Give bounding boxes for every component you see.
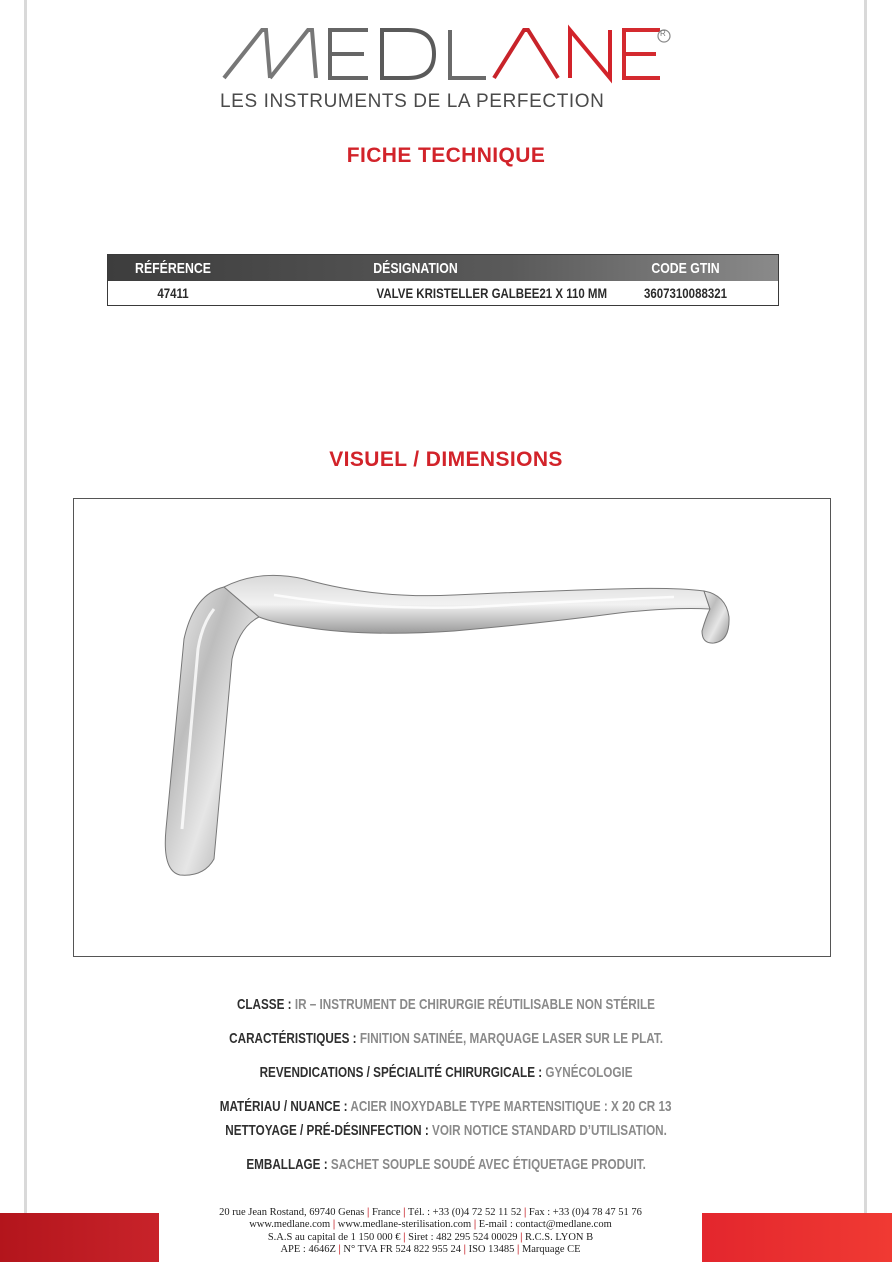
designation-size: 21 X 110 MM [539,285,608,301]
footer-line-3: S.A.S au capital de 1 150 000 € | Siret : 482 295 524 00029 | R.C.S. LYON B [267,1231,594,1243]
footer-contact [159,1207,702,1257]
cell-gtin: 3607310088321 [643,285,727,301]
spec-materiau: MATÉRIAU / NUANCE : ACIER INOXYDABLE TYPE MARTENSITIQUE : X 20 CR 13 [220,1098,672,1115]
spec-nettoyage: NETTOYAGE / PRÉ-DÉSINFECTION : VOIR NOTICE STANDARD D’UTILISATION. [225,1122,667,1139]
header-designation: DÉSIGNATION [373,259,458,277]
footer-line-1: 20 rue Jean Rostand, 69740 Genas | France | Tél. : +33 (0)4 72 52 11 52 | Fax : +33 (0)4 78 47 51 76 [219,1207,642,1218]
email-link[interactable]: E-mail : contact@medlane.com [478,1219,612,1231]
footer-red-bar-left [0,1213,159,1262]
kristeller-speculum-illustration [74,499,829,955]
table-row [108,281,778,305]
table-header-row [108,255,778,281]
registered-mark: R [660,29,666,38]
header-gtin: CODE GTIN [651,259,720,277]
designation-text: VALVE KRISTELLER GALBEE [376,285,540,301]
footer-red-bar-right [702,1213,892,1262]
header-reference: RÉFÉRENCE [135,259,211,277]
brand-tagline: LES INSTRUMENTS DE LA PERFECTION [220,91,605,112]
spec-caracteristiques: CARACTÉRISTIQUES : FINITION SATINÉE, MARQUAGE LASER SUR LE PLAT. [229,1030,663,1047]
spec-specialite: REVENDICATIONS / SPÉCIALITÉ CHIRURGICALE : GYNÉCOLOGIE [259,1064,633,1081]
spec-classe: CLASSE : IR – INSTRUMENT DE CHIRURGIE RÉUTILISABLE NON STÉRILE [236,996,655,1013]
sterilisation-website-link[interactable]: www.medlane-sterilisation.com [337,1219,472,1231]
footer-line-4: APE : 4646Z | N° TVA FR 524 822 955 24 | ISO 13485 | Marquage CE [280,1244,581,1256]
footer-line-2: www.medlane.com | www.medlane-sterilisation.com | E-mail : contact@medlane.com [249,1219,612,1231]
cell-reference: 47411 [157,285,189,301]
visuel-dimensions-title: VISUEL / DIMENSIONS [329,448,563,471]
product-image-frame [73,498,831,957]
website-link[interactable]: www.medlane.com [249,1219,331,1231]
cell-designation [270,281,608,305]
reference-table [107,254,779,306]
spec-emballage: EMBALLAGE : SACHET SOUPLE SOUDÉ AVEC ÉTIQUETAGE PRODUIT. [246,1156,646,1173]
fiche-technique-title: FICHE TECHNIQUE [346,144,546,167]
